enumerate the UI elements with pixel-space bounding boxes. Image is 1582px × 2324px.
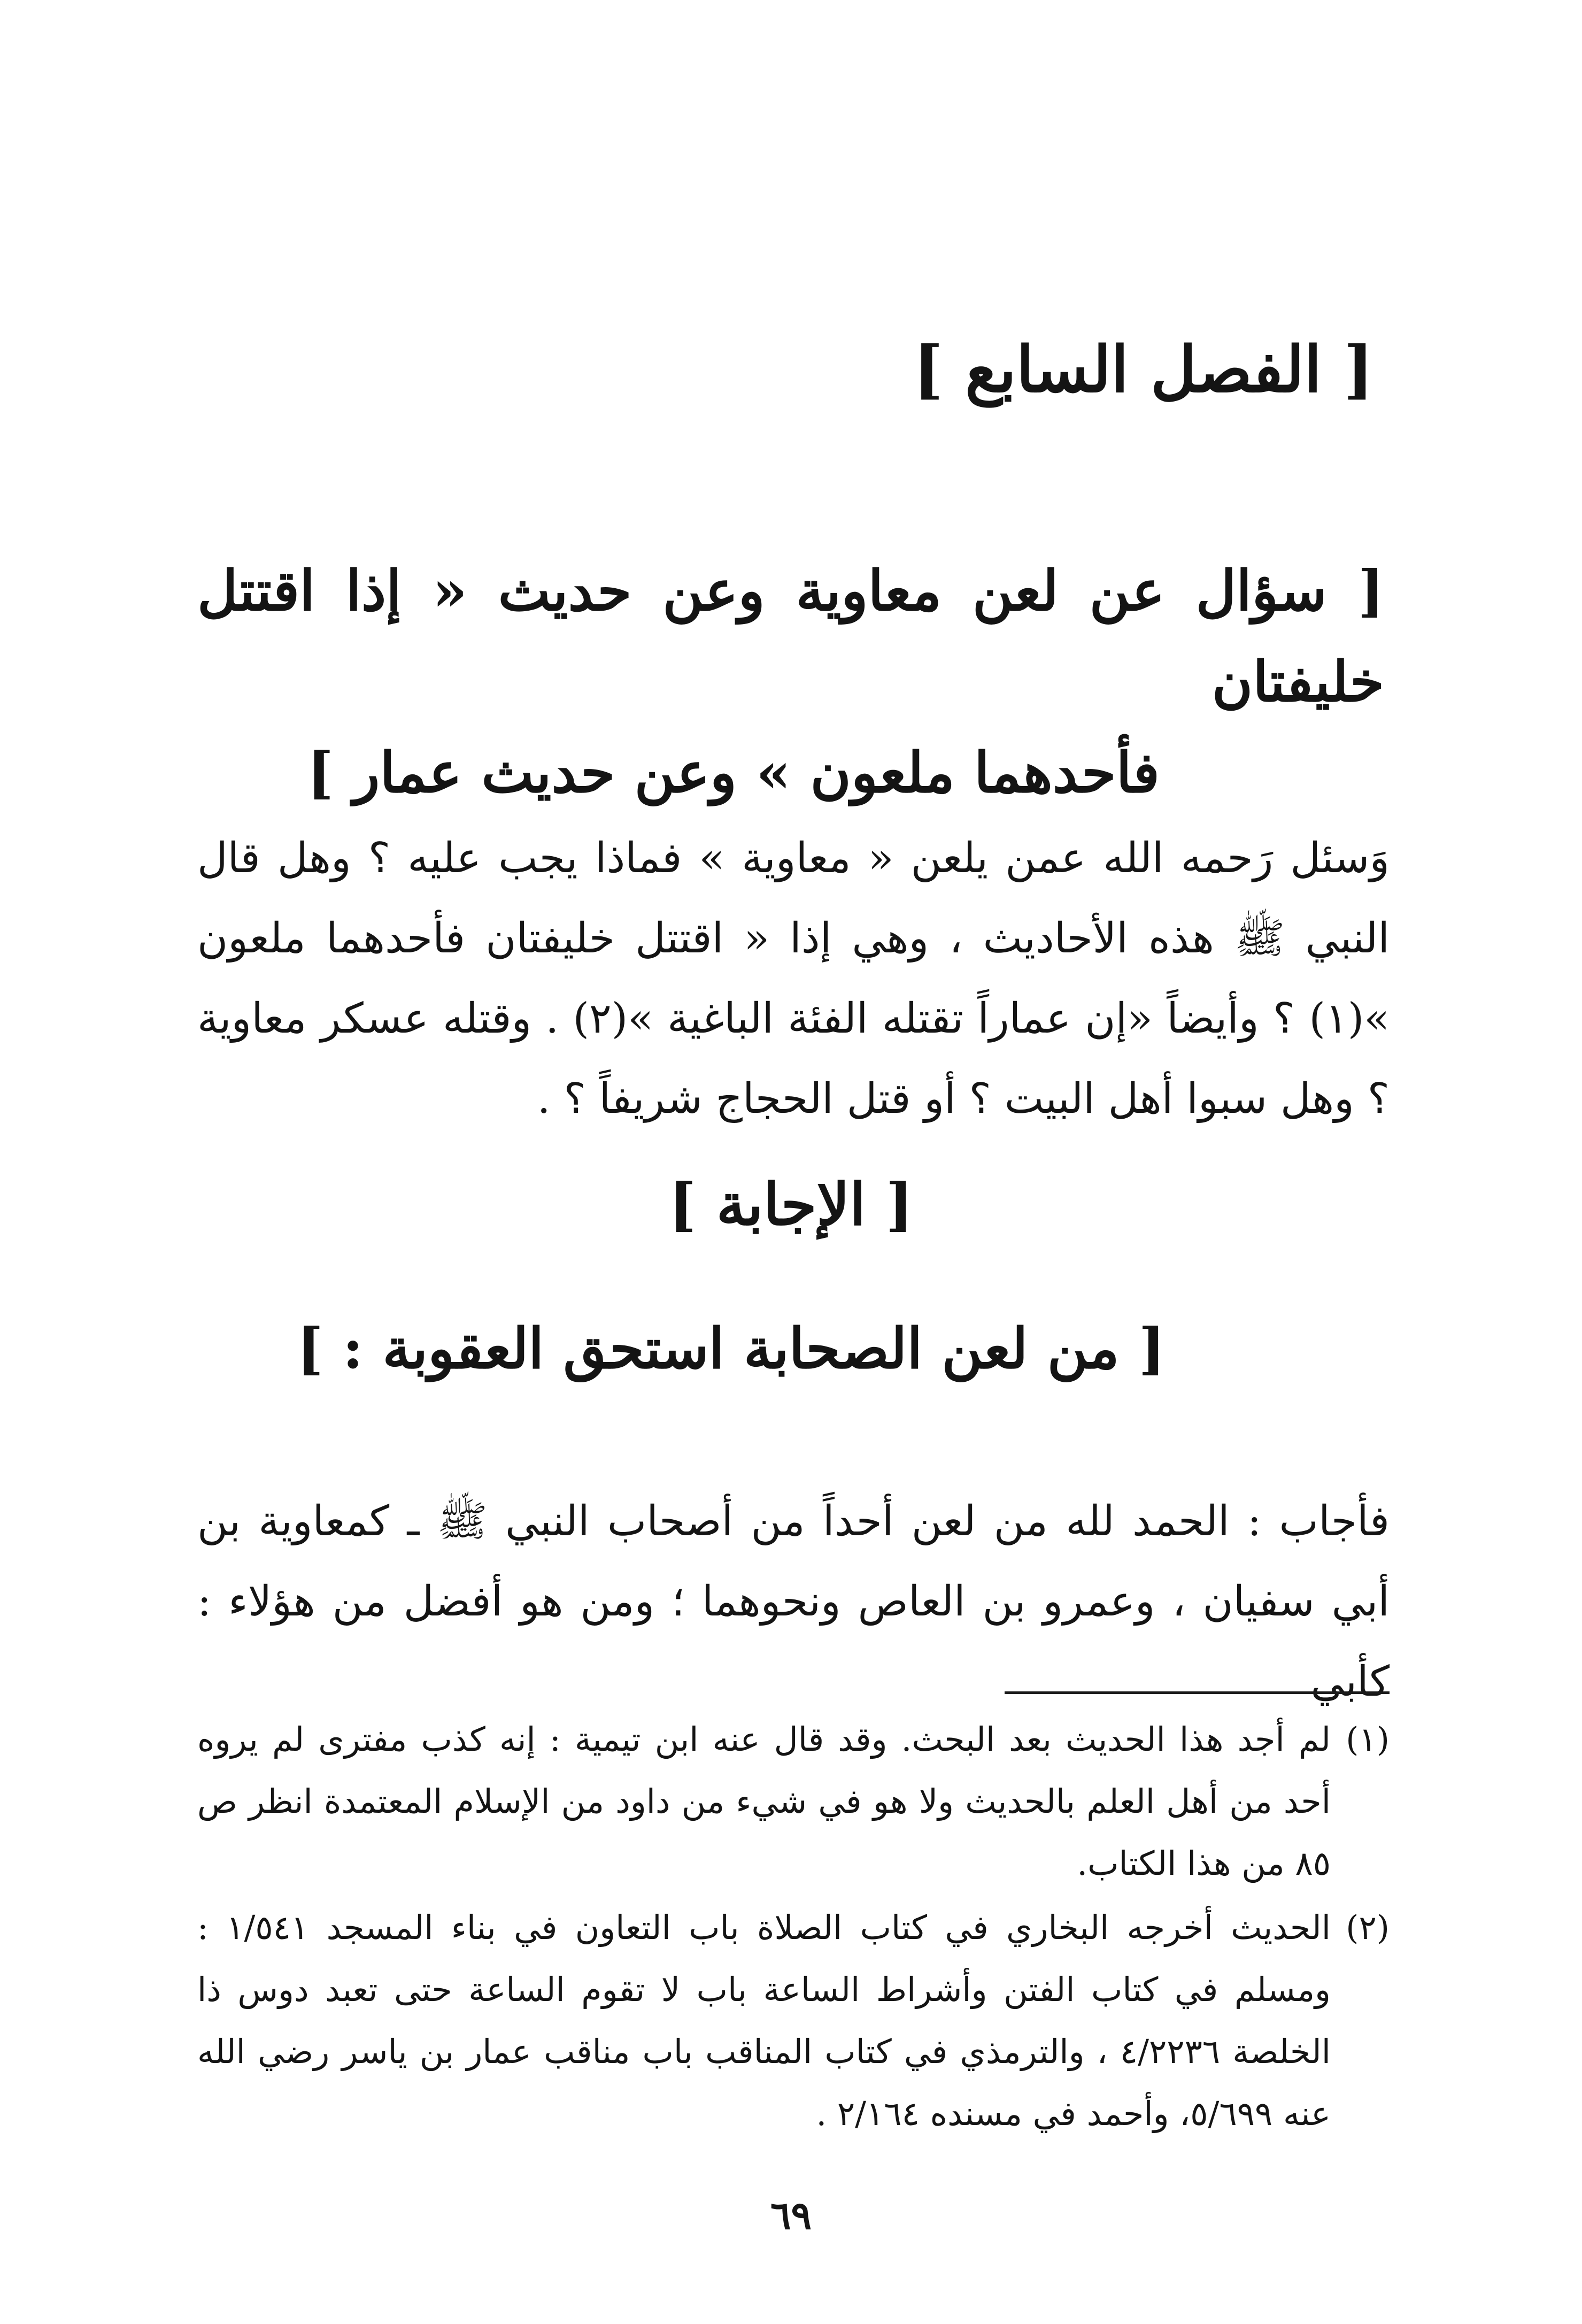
question-heading-line-1: [ سؤال عن لعن معاوية وعن حديث « إذا اقتتل خليفتان	[197, 558, 1384, 714]
footnote-1-text: لم أجد هذا الحديث بعد البحث. وقد قال عنه ابن تيمية : إنه كذب مفترى لم يروه أحد من أهل العلم بالحديث ولا هو في شيء من داود من الإسلام المعتمدة انظر ص ٨٥ من هذا الكتاب.	[197, 1720, 1331, 1883]
question-paragraph: وَسئل رَحمه الله عمن يلعن « معاوية » فماذا يجب عليه ؟ وهل قال النبي ﷺ هذه الأحاديث ، وهي إذا « اقتتل خليفتان فأحدهما ملعون »(١) ؟ وأيضاً «إن عماراً تقتله الفئة الباغية »(٢) . وقتله عسكر معاوية ؟ وهل سبوا أهل البيت ؟ أو قتل الحجاج شريفاً ؟ .	[197, 834, 1390, 1123]
question-heading-line-2: فأحدهما ملعون » وعن حديث عمار ]	[307, 740, 1160, 805]
page-number: ٦٩	[770, 2192, 812, 2238]
footnote-divider	[1005, 1691, 1390, 1694]
answer-paragraph: فأجاب : الحمد لله من لعن أحداً من أصحاب النبي ﷺ ـ كمعاوية بن أبي سفيان ، وعمرو بن العاص ونحوهما ؛ ومن هو أفضل من هؤلاء : كأبي	[197, 1497, 1390, 1706]
question-heading	[197, 545, 1384, 818]
section-subheading: [ من لعن الصحابة استحق العقوبة : ]	[297, 1315, 1165, 1381]
chapter-title: [ الفصل السابع ]	[913, 332, 1373, 406]
footnote-2-text: الحديث أخرجه البخاري في كتاب الصلاة باب التعاون في بناء المسجد ١/٥٤١ : ومسلم في كتاب الفتن وأشراط الساعة باب لا تقوم الساعة حتى تعبد دوس ذا الخلصة ٤/٢٢٣٦ ، والترمذي في كتاب المناقب باب مناقب عمار بن ياسر رضي الله عنه ٥/٦٩٩، وأحمد في مسنده ٢/١٦٤ .	[197, 1908, 1331, 2133]
answer-title: [ الإجابة ]	[669, 1171, 913, 1238]
footnote-1-number: (١)	[1346, 1720, 1390, 1759]
footnote-1	[197, 1709, 1390, 1895]
footnotes	[197, 1709, 1390, 2147]
footnote-2	[197, 1897, 1390, 2145]
footnote-2-number: (٢)	[1346, 1908, 1390, 1947]
